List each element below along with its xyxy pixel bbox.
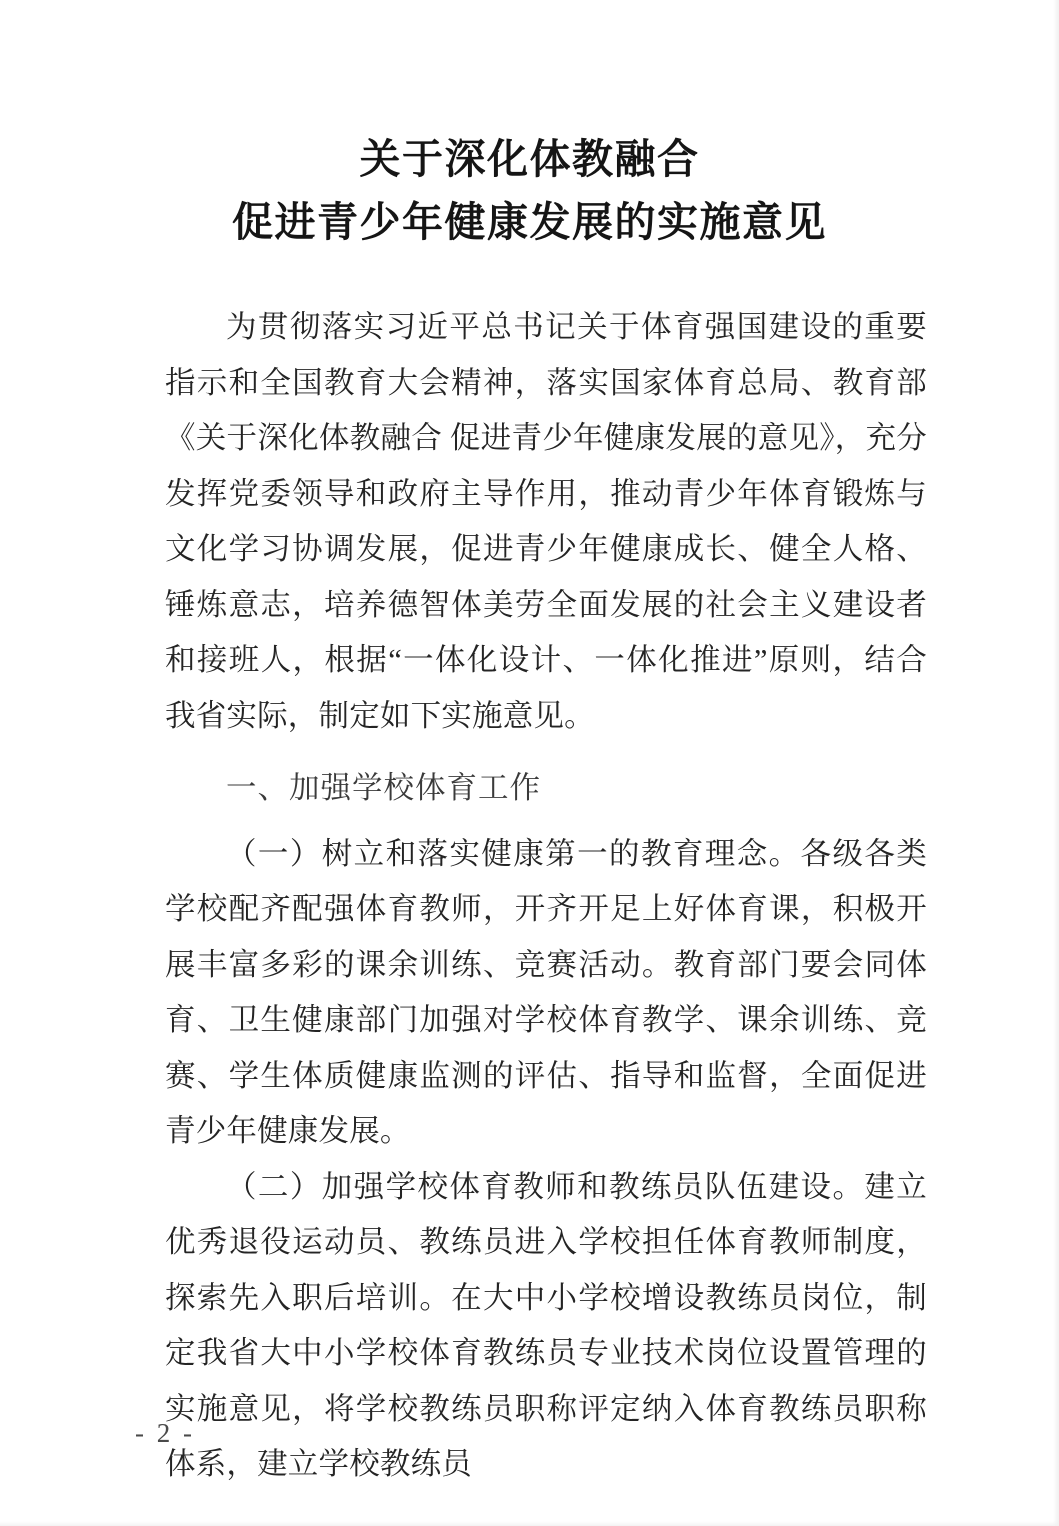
heading-spacer-above [165,744,927,761]
section-heading-one: 一、加强学校体育工作 [226,771,541,805]
paragraph-item-one: （一）树立和落实健康第一的教育理念。各级各类学校配齐配强体育教师，开齐开足上好体育课，积极开展丰富多彩的课余训练、竞赛活动。教育部门要会同体育、卫生健康部门加强对学校体育教学、课余训练、竞赛、学生体质健康监测的评估、指导和监督，全面促进青少年健康发展。 [165,836,927,1148]
scan-edge-artifact-bottom [0,1521,1059,1526]
heading-spacer-below [165,817,927,827]
paragraph-preamble: 为贯彻落实习近平总书记关于体育强国建设的重要指示和全国教育大会精神，落实国家体育总局、教育部《关于深化体教融合 促进青少年健康发展的意见》，充分发挥党委领导和政府主导作用，推动青少年体育锻炼与文化学习协调发展，促进青少年健康成长、健全人格、锤炼意志，培养德智体美劳全面发展的社会主义建设者和接班人，根据“一体化设计、一体化推进”原则，结合我省实际，制定如下实施意见。 [165,310,927,733]
document-title [0,128,1059,254]
page-number: - 2 - [135,1418,195,1448]
document-body [165,300,927,1493]
document-title-line-1: 关于深化体教融合 [359,136,700,182]
document-title-line-2: 促进青少年健康发展的实施意见 [232,199,827,245]
paragraph-item-two: （二）加强学校体育教师和教练员队伍建设。建立优秀退役运动员、教练员进入学校担任体育教师制度，探索先入职后培训。在大中小学校增设教练员岗位，制定我省大中小学校体育教练员专业技术岗位设置管理的实施意见，将学校教练员职称评定纳入体育教练员职称体系，建立学校教练员 [165,1169,927,1481]
